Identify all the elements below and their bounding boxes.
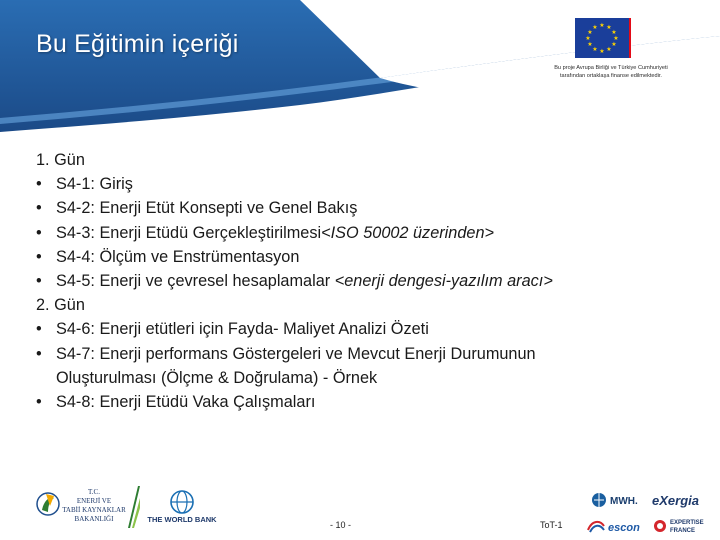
bullet: • <box>36 247 42 266</box>
svg-text:★: ★ <box>592 24 598 31</box>
svg-text:★: ★ <box>587 29 593 36</box>
exergia-label: eXergia <box>652 493 699 508</box>
mwh-label: MWH. <box>610 496 638 507</box>
course-code: ToT-1 <box>540 520 563 530</box>
svg-text:★: ★ <box>613 35 619 42</box>
page-title: Bu Eğitimin içeriği <box>36 30 239 58</box>
item-text-continuation: Oluşturulması (Ölçme & Doğrulama) - Örnek <box>56 368 378 387</box>
list-item <box>36 245 696 269</box>
france-label: FRANCE <box>670 528 695 534</box>
slide-header <box>0 0 720 140</box>
eu-flag-icon <box>575 14 629 62</box>
bullet: • <box>36 393 42 412</box>
item-text: S4-5: Enerji ve çevresel hesaplamalar <box>56 272 335 291</box>
ministry-line-3: TABİİ KAYNAKLAR <box>62 506 126 514</box>
ministry-line-1: T.C. <box>88 488 100 496</box>
svg-text:★: ★ <box>599 48 605 55</box>
escon-label: escon <box>608 522 640 534</box>
svg-text:★: ★ <box>587 41 593 48</box>
svg-text:★: ★ <box>606 46 612 53</box>
escon-logo <box>586 516 648 536</box>
bullet: • <box>36 344 42 363</box>
globe-icon <box>142 488 222 532</box>
svg-text:★: ★ <box>585 35 591 42</box>
world-bank-label: THE WORLD BANK <box>147 515 217 524</box>
svg-text:★: ★ <box>611 29 617 36</box>
svg-text:★: ★ <box>599 22 605 29</box>
mwh-globe-icon <box>590 490 650 510</box>
course-contents <box>36 148 696 414</box>
list-item <box>36 317 696 341</box>
funding-line-1: Bu proje Avrupa Birliği ve Türkiye Cumhuriyeti <box>554 65 668 71</box>
item-text: S4-1: Giriş <box>56 175 133 194</box>
exergia-wordmark <box>652 490 712 510</box>
svg-text:★: ★ <box>592 46 598 53</box>
item-text: S4-8: Enerji Etüdü Vaka Çalışmaları <box>56 393 316 412</box>
list-item <box>36 342 696 390</box>
ministry-emblem-icon <box>34 484 140 530</box>
funding-notice <box>528 64 694 80</box>
list-item <box>36 269 696 293</box>
flags-group <box>575 14 687 62</box>
list-item <box>36 196 696 220</box>
ministry-line-2: ENERJİ VE <box>76 497 112 505</box>
item-italic-note: <ISO 50002 üzerinden> <box>321 223 495 242</box>
bullet: • <box>36 199 42 218</box>
item-text: S4-4: Ölçüm ve Enstrümentasyon <box>56 247 300 266</box>
bullet: • <box>36 320 42 339</box>
mwh-logo <box>590 490 650 510</box>
expertise-label: EXPERTISE <box>670 520 704 526</box>
ministry-logo <box>34 484 140 530</box>
svg-text:★: ★ <box>611 41 617 48</box>
expertise-france-mark-icon <box>652 514 712 538</box>
item-italic-note: <enerji dengesi-yazılım aracı> <box>334 272 553 291</box>
day-1-heading: 1. Gün <box>36 151 85 169</box>
svg-text:★: ★ <box>606 24 612 31</box>
list-item <box>36 221 696 245</box>
page-number: - 10 - <box>330 520 352 530</box>
item-text: S4-3: Enerji Etüdü Gerçekleştirilmesi <box>56 223 322 242</box>
world-bank-logo <box>142 488 222 532</box>
list-item <box>36 390 696 414</box>
ministry-line-4: BAKANLIĞI <box>74 515 114 523</box>
item-text: S4-2: Enerji Etüt Konsepti ve Genel Bakış <box>56 199 358 218</box>
bullet: • <box>36 175 42 194</box>
bullet: • <box>36 272 42 291</box>
expertise-france-logo <box>652 514 712 538</box>
escon-mark-icon <box>586 516 648 536</box>
funding-line-2: tarafından ortaklaşa finanse edilmektedir. <box>560 73 662 79</box>
exergia-logo <box>652 490 712 510</box>
item-text: S4-6: Enerji etütleri için Fayda- Maliyet Analizi Özeti <box>56 320 429 339</box>
bullet: • <box>36 223 42 242</box>
day-2-heading: 2. Gün <box>36 296 85 315</box>
item-text: S4-7: Enerji performans Göstergeleri ve Mevcut Enerji Durumunun <box>56 344 536 363</box>
list-item <box>36 172 696 196</box>
